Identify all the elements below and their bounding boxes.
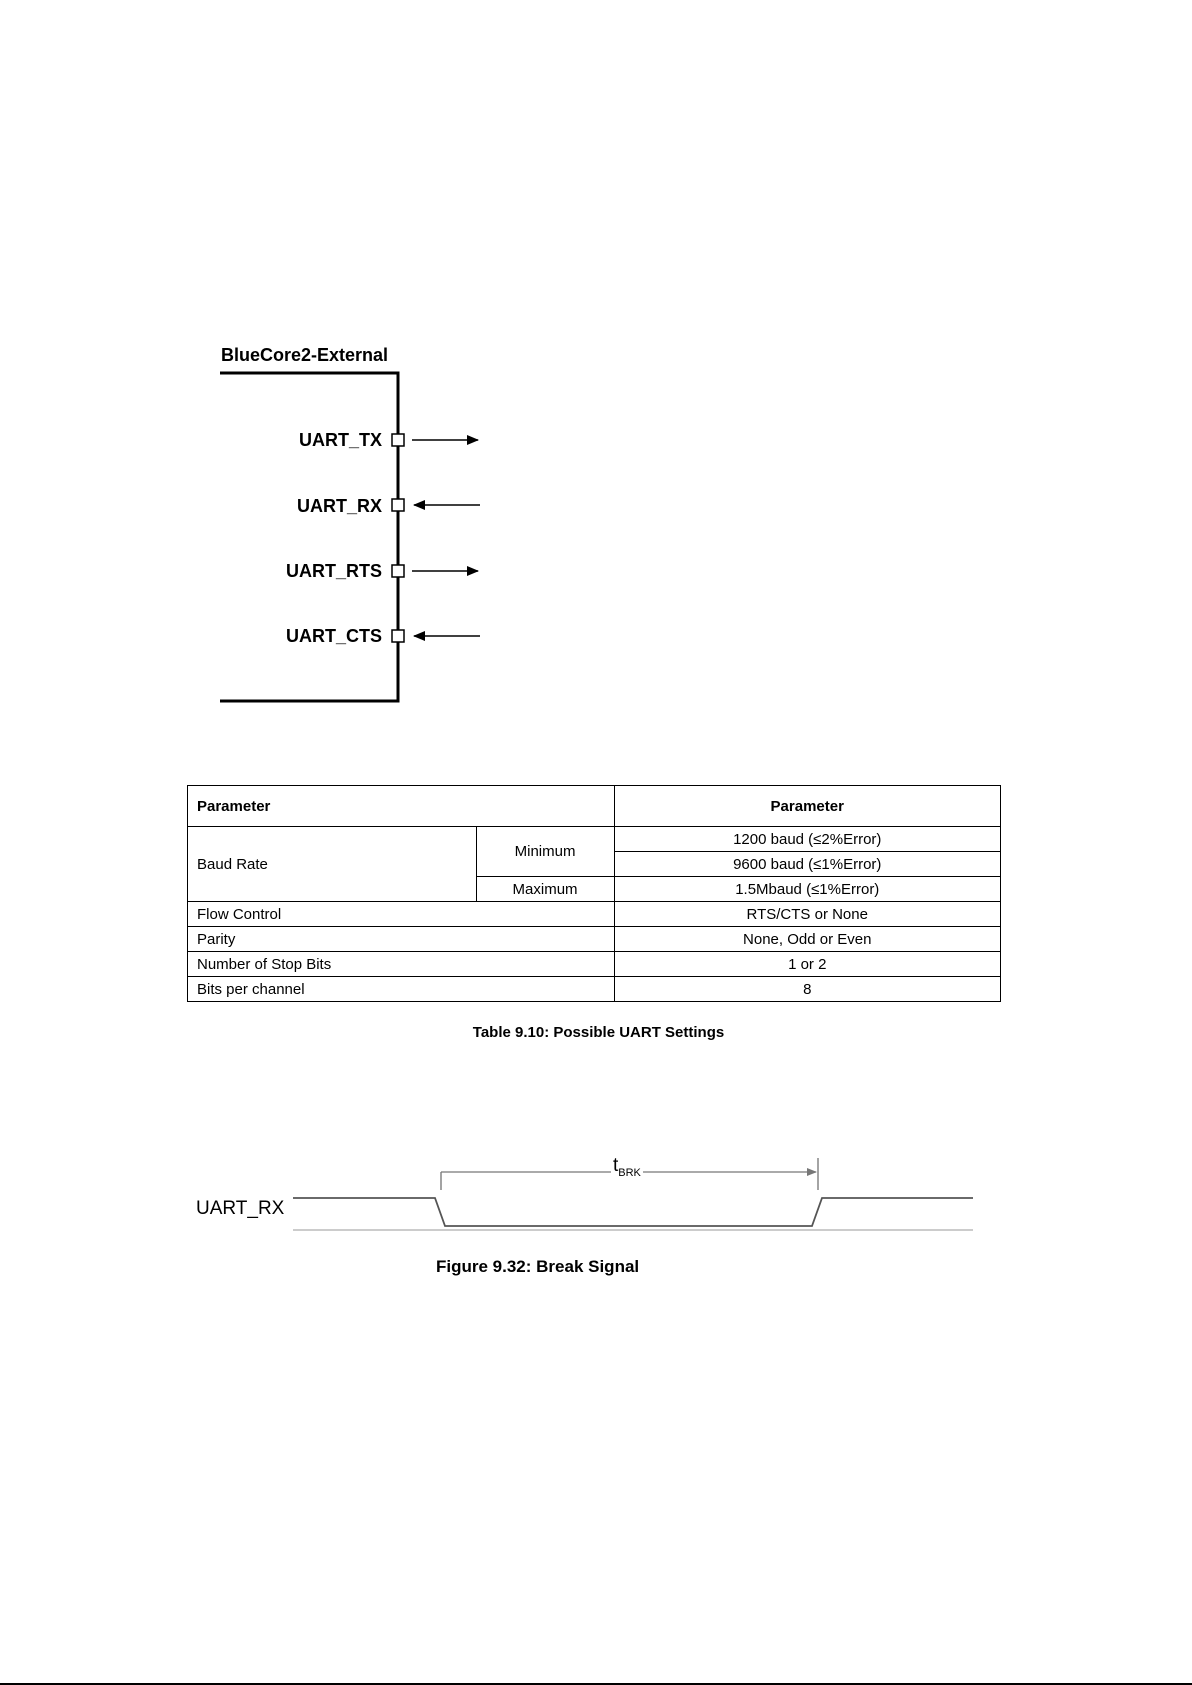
row-value: 8 — [614, 977, 1001, 1002]
row-param: Number of Stop Bits — [188, 952, 615, 977]
pin-label-rx: UART_RX — [296, 496, 382, 516]
row-value: 1 or 2 — [614, 952, 1001, 977]
header-parameter-right: Parameter — [614, 786, 1001, 827]
baud-min-value-1: 1200 baud (≤2%Error) — [614, 827, 1001, 852]
row-param: Flow Control — [188, 902, 615, 927]
pin-label-tx: UART_TX — [298, 430, 382, 450]
uart-settings-table — [187, 785, 1001, 1002]
table-row — [188, 977, 1001, 1002]
row-value: RTS/CTS or None — [614, 902, 1001, 927]
baud-rate-label: Baud Rate — [188, 827, 477, 902]
pin-cts-graphic — [392, 630, 480, 642]
uart-block-diagram — [0, 0, 1192, 720]
baud-minimum-label: Minimum — [476, 827, 614, 877]
baud-min-value-2: 9600 baud (≤1%Error) — [614, 852, 1001, 877]
table-caption: Table 9.10: Possible UART Settings — [472, 1024, 725, 1041]
timing-label: $t_{BRK}$ — [611, 1156, 643, 1183]
pin-rts-graphic — [392, 565, 478, 577]
row-value: None, Odd or Even — [614, 927, 1001, 952]
row-param: Bits per channel — [188, 977, 615, 1002]
block-title: BlueCore2-External — [221, 345, 389, 365]
baud-maximum-label: Maximum — [476, 877, 614, 902]
table-row — [188, 952, 1001, 977]
row-param: Parity — [188, 927, 615, 952]
table-row — [188, 927, 1001, 952]
pin-label-rts: UART_RTS — [285, 561, 382, 581]
signal-label: UART_RX — [196, 1198, 285, 1219]
break-waveform — [0, 1140, 1192, 1250]
timing-subscript: BRK — [618, 1166, 641, 1179]
table-row — [188, 827, 1001, 852]
pin-tx-graphic — [392, 434, 478, 446]
baud-max-value: 1.5Mbaud (≤1%Error) — [614, 877, 1001, 902]
block-outline — [0, 0, 1192, 720]
table-row — [188, 902, 1001, 927]
table-header-row — [188, 786, 1001, 827]
pin-rx-graphic — [392, 499, 480, 511]
header-parameter-left: Parameter — [188, 786, 615, 827]
figure-caption: Figure 9.32: Break Signal — [436, 1257, 640, 1276]
break-signal-figure — [0, 1140, 1192, 1250]
pin-label-cts: UART_CTS — [285, 626, 382, 646]
